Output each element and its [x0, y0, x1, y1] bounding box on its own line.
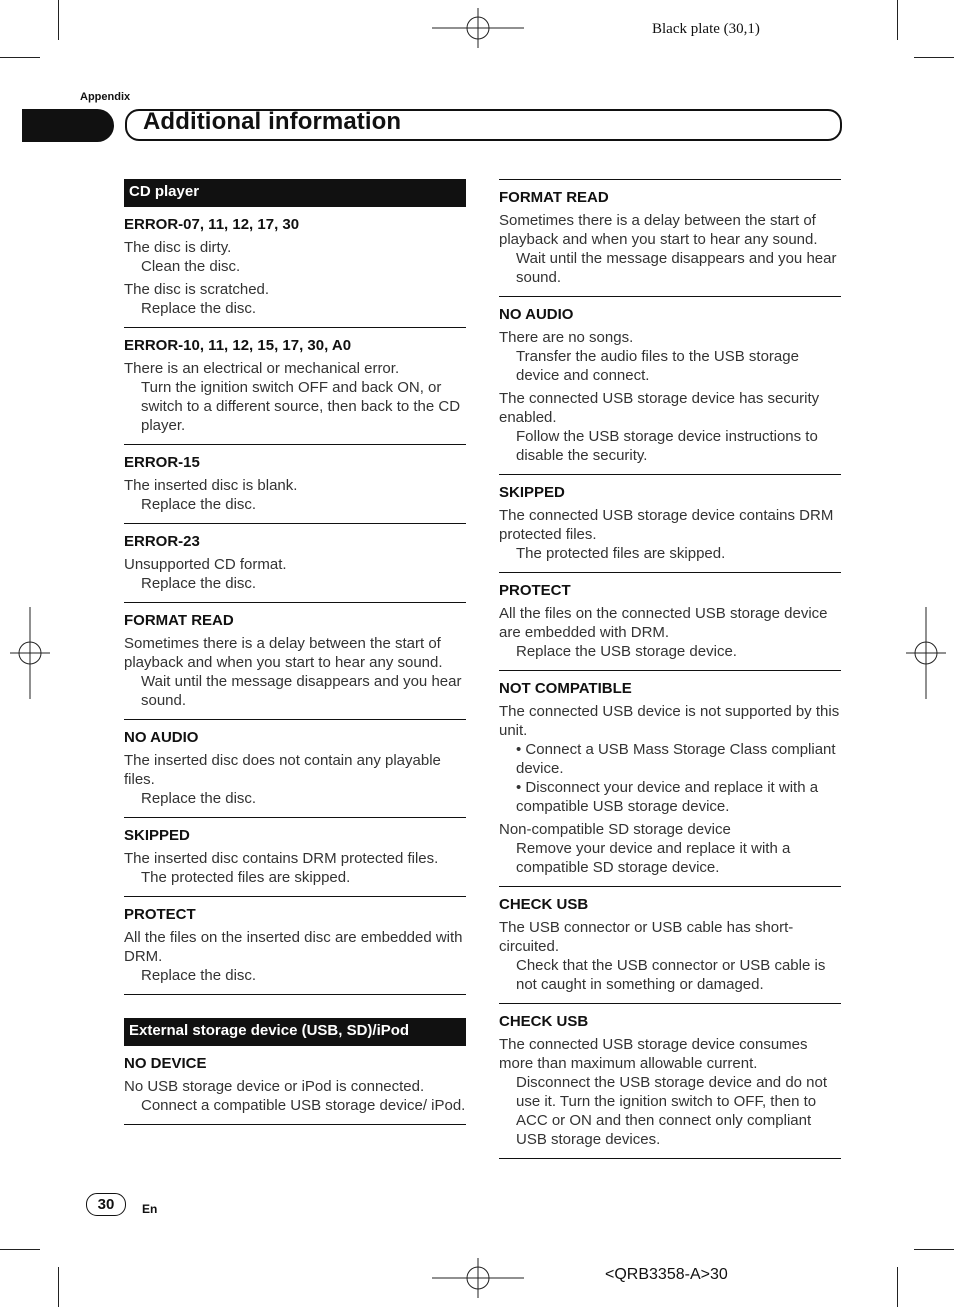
- cause-text: There are no songs.: [499, 329, 634, 346]
- remedy-text: Follow the USB storage device instructions to disable the security.: [516, 428, 818, 464]
- error-code-title: NOT COMPATIBLE: [499, 680, 632, 697]
- crop-mark: [914, 57, 954, 58]
- error-entry: [124, 720, 466, 818]
- remedy-text: Clean the disc.: [141, 258, 241, 275]
- cause-text: The connected USB storage device has security enabled.: [499, 390, 820, 426]
- error-entry: [124, 818, 466, 897]
- error-entry: [499, 475, 841, 573]
- error-entry: [124, 328, 466, 445]
- remedy-text: Replace the disc.: [141, 967, 257, 984]
- cause-text: The USB connector or USB cable has short-circuited.: [499, 919, 794, 955]
- crop-mark: [58, 1267, 59, 1307]
- error-entry: [499, 1004, 841, 1159]
- cause-text: No USB storage device or iPod is connected.: [124, 1078, 425, 1095]
- remedy-text: Wait until the message disappears and you hear sound.: [516, 250, 837, 286]
- crop-mark: [897, 1267, 898, 1307]
- error-code-title: PROTECT: [499, 582, 571, 599]
- error-entry: [499, 671, 841, 887]
- remedy-text: Check that the USB connector or USB cable is not caught in something or damaged.: [516, 957, 826, 993]
- error-entry: [499, 179, 841, 297]
- chapter-tab: [22, 109, 114, 142]
- error-entry: [124, 445, 466, 524]
- remedy-text: Replace the disc.: [141, 496, 257, 513]
- crop-mark: [0, 1249, 40, 1250]
- error-code-title: ERROR-07, 11, 12, 17, 30: [124, 216, 300, 233]
- cause-text: Sometimes there is a delay between the start of playback and when you start to hear any sound.: [499, 212, 818, 248]
- error-code-title: SKIPPED: [124, 827, 190, 844]
- error-code-title: FORMAT READ: [499, 189, 609, 206]
- remedy-text: The protected files are skipped.: [141, 869, 351, 886]
- error-code-title: PROTECT: [124, 906, 196, 923]
- left-column: [124, 179, 466, 1125]
- registration-mark-icon: [432, 8, 524, 48]
- error-entry: [499, 573, 841, 671]
- remedy-text: • Disconnect your device and replace it with a compatible USB storage device.: [516, 779, 819, 815]
- error-code-title: FORMAT READ: [124, 612, 234, 629]
- remedy-text: Remove your device and replace it with a compatible SD storage device.: [516, 840, 791, 876]
- language-label: En: [142, 1202, 158, 1216]
- remedy-text: Disconnect the USB storage device and do not use it. Turn the ignition switch to OFF, then to ACC or ON and then connect only compliant USB storage devices.: [516, 1074, 828, 1148]
- cause-text: Sometimes there is a delay between the start of playback and when you start to hear any sound.: [124, 635, 443, 671]
- error-code-title: ERROR-10, 11, 12, 15, 17, 30, A0: [124, 337, 352, 354]
- error-code-title: NO AUDIO: [499, 306, 574, 323]
- cause-text: All the files on the inserted disc are embedded with DRM.: [124, 929, 463, 965]
- error-entry: [499, 297, 841, 475]
- cause-text: The connected USB storage device contains DRM protected files.: [499, 507, 834, 543]
- error-code-title: NO DEVICE: [124, 1055, 207, 1072]
- error-code-title: ERROR-23: [124, 533, 200, 550]
- error-code-title: NO AUDIO: [124, 729, 199, 746]
- remedy-text: Transfer the audio files to the USB storage device and connect.: [516, 348, 799, 384]
- cause-text: The connected USB storage device consumes more than maximum allowable current.: [499, 1036, 808, 1072]
- remedy-text: Wait until the message disappears and you hear sound.: [141, 673, 462, 709]
- section-heading: External storage device (USB, SD)/iPod: [124, 1018, 466, 1046]
- registration-mark-icon: [906, 607, 946, 699]
- remedy-text: Replace the USB storage device.: [516, 643, 737, 660]
- error-code-title: SKIPPED: [499, 484, 565, 501]
- cause-text: There is an electrical or mechanical error.: [124, 360, 400, 377]
- error-entry: [124, 524, 466, 603]
- document-code: <QRB3358-A>30: [605, 1266, 728, 1283]
- cause-text: The inserted disc is blank.: [124, 477, 298, 494]
- remedy-text: • Connect a USB Mass Storage Class compliant device.: [516, 741, 836, 777]
- crop-mark: [897, 0, 898, 40]
- error-entry: [124, 603, 466, 720]
- cause-text: The connected USB device is not supported by this unit.: [499, 703, 840, 739]
- cause-text: Non-compatible SD storage device: [499, 821, 731, 838]
- crop-mark: [914, 1249, 954, 1250]
- cause-text: The inserted disc does not contain any playable files.: [124, 752, 441, 788]
- remedy-text: The protected files are skipped.: [516, 545, 726, 562]
- cause-text: Unsupported CD format.: [124, 556, 287, 573]
- section-label: Appendix: [80, 91, 131, 103]
- crop-mark: [58, 0, 59, 40]
- right-column: [499, 179, 841, 1159]
- remedy-text: Replace the disc.: [141, 575, 257, 592]
- section-heading: CD player: [124, 179, 466, 207]
- cause-text: The inserted disc contains DRM protected files.: [124, 850, 439, 867]
- page-title: Additional information: [143, 108, 402, 135]
- cause-text: The disc is scratched.: [124, 281, 270, 298]
- registration-mark-icon: [10, 607, 50, 699]
- plate-label: Black plate (30,1): [652, 21, 760, 37]
- error-code-title: CHECK USB: [499, 896, 589, 913]
- error-entry: [124, 1046, 466, 1125]
- remedy-text: Replace the disc.: [141, 790, 257, 807]
- cause-text: The disc is dirty.: [124, 239, 232, 256]
- remedy-text: Connect a compatible USB storage device/ iPod.: [141, 1097, 466, 1114]
- error-entry: [124, 207, 466, 328]
- page-number: 30: [86, 1193, 126, 1216]
- error-entry: [124, 897, 466, 995]
- error-entry: [499, 887, 841, 1004]
- error-code-title: CHECK USB: [499, 1013, 589, 1030]
- cause-text: All the files on the connected USB storage device are embedded with DRM.: [499, 605, 828, 641]
- remedy-text: Turn the ignition switch OFF and back ON, or switch to a different source, then back to the CD player.: [141, 379, 461, 434]
- error-code-title: ERROR-15: [124, 454, 200, 471]
- crop-mark: [0, 57, 40, 58]
- remedy-text: Replace the disc.: [141, 300, 257, 317]
- registration-mark-icon: [432, 1258, 524, 1298]
